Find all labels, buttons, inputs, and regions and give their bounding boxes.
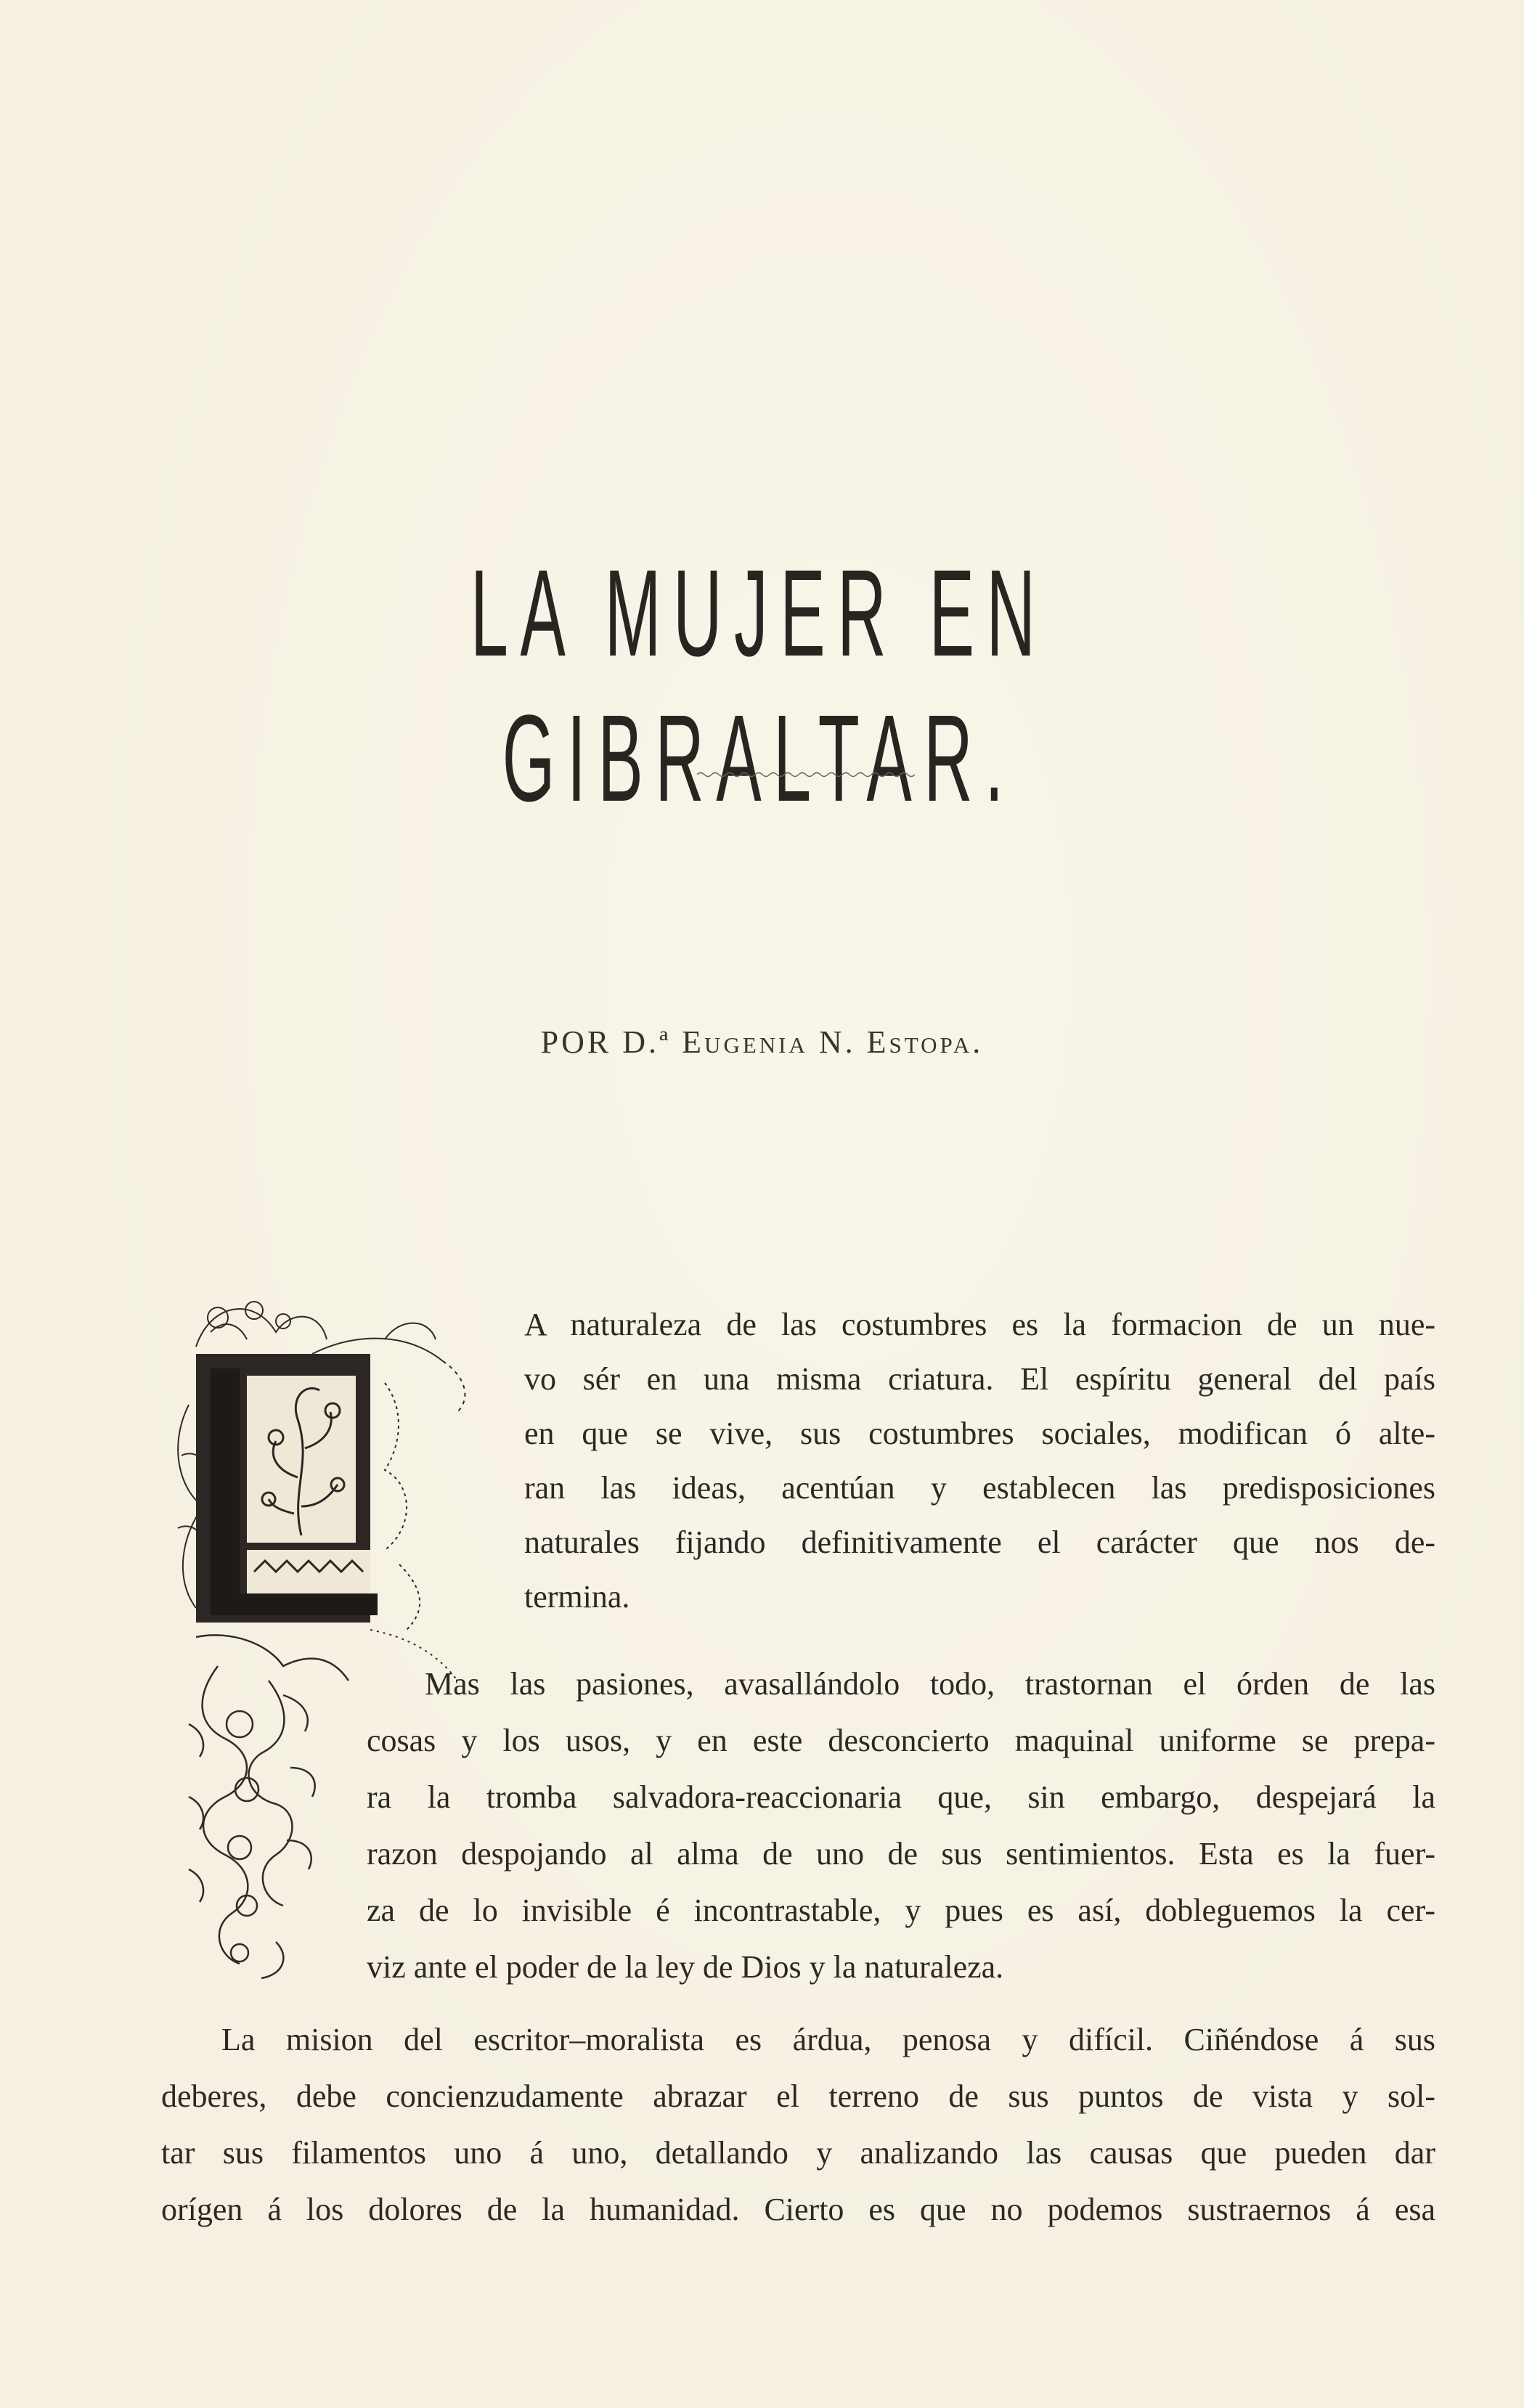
text-line: deberes, debe concienzudamente abrazar el terreno de sus puntos de vista y sol-	[161, 2078, 1435, 2114]
article-title: LA MUJER EN GIBRALTAR.	[470, 544, 1048, 828]
text-line: Mas las pasiones, avasallándolo todo, trastornan el órden de las	[425, 1666, 1435, 1702]
text-line: orígen á los dolores de la humanidad. Cierto es que no podemos sustraernos á esa	[161, 2192, 1435, 2227]
text-line: tar sus filamentos uno á uno, detallando y analizando las causas que pueden dar	[161, 2135, 1435, 2171]
text-line: razon despojando al alma de uno de sus sentimientos. Esta es la fuer-	[367, 1836, 1435, 1872]
text-line: viz ante el poder de la ley de Dios y la naturaleza.	[367, 1949, 1004, 1985]
text-line: ran las ideas, acentúan y establecen las predisposiciones	[524, 1470, 1435, 1506]
text-line: en que se vive, sus costumbres sociales, modifican ó alte-	[524, 1416, 1435, 1451]
text-line: termina.	[524, 1579, 630, 1615]
byline-author: D.ª Eugenia N. Estopa.	[622, 1024, 984, 1060]
byline-prefix: POR	[540, 1024, 612, 1060]
text-line: naturales fijando definitivamente el carácter que nos de-	[524, 1525, 1435, 1560]
illuminated-initial-ornament	[167, 1289, 501, 1985]
text-line: La mision del escritor–moralista es árdua, penosa y difícil. Ciñéndose á sus	[221, 2022, 1435, 2057]
text-line: ra la tromba salvadora-reaccionaria que, sin embargo, despejará la	[367, 1779, 1435, 1815]
text-line: za de lo invisible é incontrastable, y pues es así, dobleguemos la cer-	[367, 1893, 1435, 1928]
byline	[0, 1024, 1524, 1061]
decorative-rule	[697, 770, 915, 780]
text-line: cosas y los usos, y en este desconcierto maquinal uniforme se prepa-	[367, 1723, 1435, 1758]
text-line: A naturaleza de las costumbres es la formacion de un nue-	[524, 1307, 1435, 1342]
text-line: vo sér en una misma criatura. El espíritu general del país	[524, 1361, 1435, 1397]
